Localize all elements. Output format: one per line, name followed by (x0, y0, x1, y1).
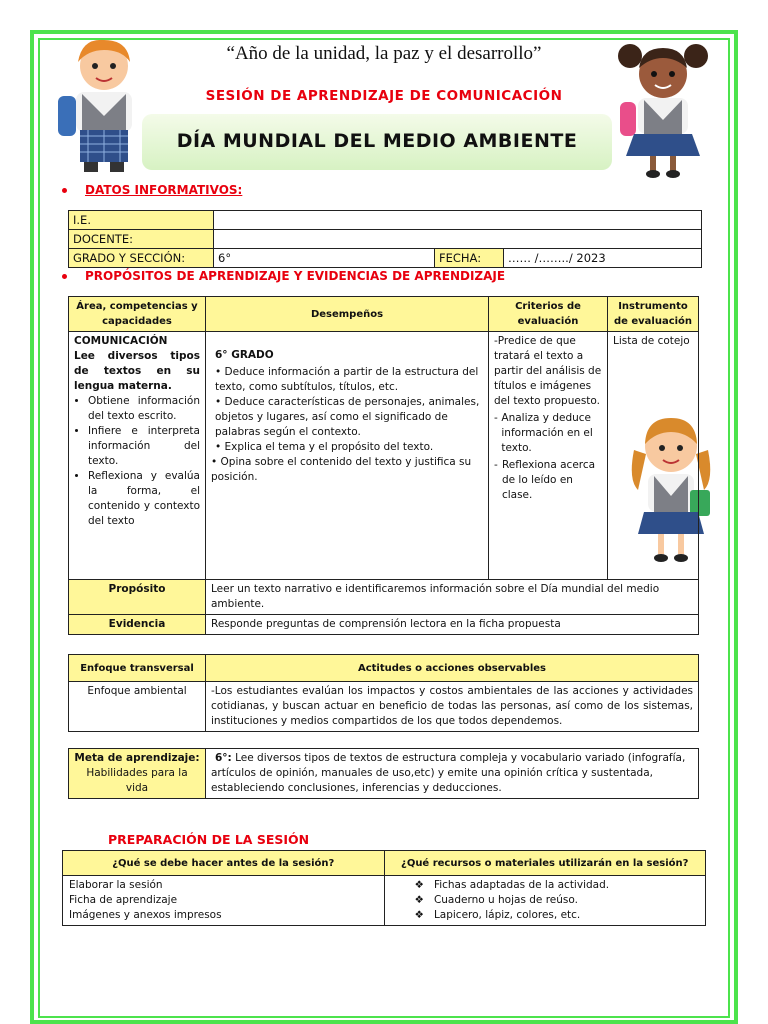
capacidad-item: • Reflexiona y evalúa la forma, el contenido y contexto del texto (88, 469, 200, 529)
antes-item: Imágenes y anexos impresos (69, 909, 222, 921)
desempenos-cell (206, 332, 489, 580)
criterios-cell (489, 332, 608, 580)
area-cell (69, 332, 206, 580)
main-title: DÍA MUNDIAL DEL MEDIO AMBIENTE (176, 130, 578, 152)
fecha-value[interactable]: …… /……../ 2023 (504, 249, 702, 268)
recurso-item: Lapicero, lápiz, colores, etc. (433, 909, 581, 921)
meta-label-cell (69, 749, 206, 799)
datos-table (68, 210, 702, 268)
desempeno-item: • Opina sobre el contenido del texto y justifica su posición. (211, 456, 472, 483)
competencia: Lee diversos tipos de textos en su lengua materna. (74, 350, 200, 392)
col-recursos: ¿Qué recursos o materiales utilizarán en la sesión? (384, 851, 706, 876)
preparacion-heading: PREPARACIÓN DE LA SESIÓN (108, 832, 310, 847)
datos-heading-text: DATOS INFORMATIVOS: (85, 183, 243, 197)
col-antes: ¿Qué se debe hacer antes de la sesión? (63, 851, 385, 876)
grado-label: GRADO Y SECCIÓN: (69, 249, 214, 268)
bullet-icon (62, 274, 67, 279)
instrumento-cell: Lista de cotejo (608, 332, 699, 580)
evidencia-value: Responde preguntas de comprensión lectora en la ficha propuesta (206, 615, 699, 635)
col-enfoque: Enfoque transversal (69, 655, 206, 682)
diamond-bullet-icon: ❖ (414, 894, 434, 906)
area-title: COMUNICACIÓN (74, 335, 168, 347)
recurso-row (415, 893, 701, 908)
preparacion-table (62, 850, 706, 926)
enfoque-table (68, 654, 699, 732)
criterio-row: - Analiza y deduce información en el texto. (494, 411, 602, 456)
recurso-item: Cuaderno u hojas de reúso. (433, 894, 578, 906)
col-criterios: Criterios de evaluación (489, 297, 608, 332)
desempeno-item: • Explica el tema y el propósito del texto. (215, 441, 434, 453)
antes-item: Ficha de aprendizaje (69, 894, 178, 906)
ie-label: I.E. (69, 211, 214, 230)
meta-table (68, 748, 699, 799)
fecha-label: FECHA: (435, 249, 504, 268)
desempeno-item: • Deduce características de personajes, animales, objetos y lugares, así como el significado de palabras según el contexto. (215, 396, 480, 438)
recurso-row (415, 878, 701, 893)
actitudes-value: -Los estudiantes evalúan los impactos y costos ambientales de las acciones y actividades cotidianas, y buscan actuar en beneficio de todas las personas, así como de los sistemas, instituciones y medios compartidos de los que todos dependemos. (206, 682, 699, 732)
recursos-cell (384, 876, 706, 926)
enfoque-value: Enfoque ambiental (69, 682, 206, 732)
grado-value[interactable]: 6° (214, 249, 435, 268)
meta-grade: 6°: (215, 752, 232, 764)
capacidad-item: • Obtiene información del texto escrito. (88, 394, 200, 424)
year-motto: “Año de la unidad, la paz y el desarrollo” (226, 43, 542, 64)
bullet-icon (62, 188, 67, 193)
session-title: SESIÓN DE APRENDIZAJE DE COMUNICACIÓN (205, 88, 563, 104)
meta-sublabel: Habilidades para la vida (86, 767, 188, 794)
proposito-value: Leer un texto narrativo e identificaremos información sobre el Día mundial del medio ambiente. (206, 580, 699, 615)
recurso-row (415, 908, 701, 923)
criterio-item: -Predice de que tratará el texto a partir del análisis de títulos e imágenes del texto propuesto. (494, 335, 602, 407)
ie-value[interactable] (214, 211, 702, 230)
diamond-bullet-icon: ❖ (414, 909, 434, 921)
antes-item: Elaborar la sesión (69, 879, 163, 891)
criterio-item: Reflexiona acerca de lo leído en clase. (501, 459, 596, 501)
col-area: Área, competencias y capacidades (69, 297, 206, 332)
propositos-table (68, 296, 699, 635)
col-desempenos: Desempeños (206, 297, 489, 332)
docente-label: DOCENTE: (69, 230, 214, 249)
docente-value[interactable] (214, 230, 702, 249)
propositos-heading (62, 269, 505, 283)
desempeno-item: • Deduce información a partir de la estructura del texto, como subtítulos, títulos, etc. (215, 366, 479, 393)
col-instrumento: Instrumento de evaluación (608, 297, 699, 332)
criterio-item: Analiza y deduce información en el texto. (501, 412, 593, 454)
recurso-item: Fichas adaptadas de la actividad. (433, 879, 610, 891)
grado-label: 6° GRADO (215, 349, 274, 361)
evidencia-label: Evidencia (69, 615, 206, 635)
col-actitudes: Actitudes o acciones observables (206, 655, 699, 682)
criterio-row: - Reflexiona acerca de lo leído en clase. (494, 458, 602, 503)
meta-label: Meta de aprendizaje: (74, 752, 200, 764)
capacidad-item: • Infiere e interpreta información del texto. (88, 424, 200, 469)
capacidades-list (74, 394, 200, 529)
meta-text-cell (206, 749, 699, 799)
propositos-heading-text: PROPÓSITOS DE APRENDIZAJE Y EVIDENCIAS DE APRENDIZAJE (85, 269, 506, 283)
diamond-bullet-icon: ❖ (414, 879, 434, 891)
proposito-label: Propósito (69, 580, 206, 615)
antes-cell (63, 876, 385, 926)
meta-text: Lee diversos tipos de textos de estructura compleja y vocabulario variado (infografía, artículos de opinión, manuales de uso,etc) y emite una opinión crítica y sustentada, estableciendo conclusiones, inferencias y deducciones. (211, 752, 686, 794)
datos-heading (62, 183, 242, 197)
